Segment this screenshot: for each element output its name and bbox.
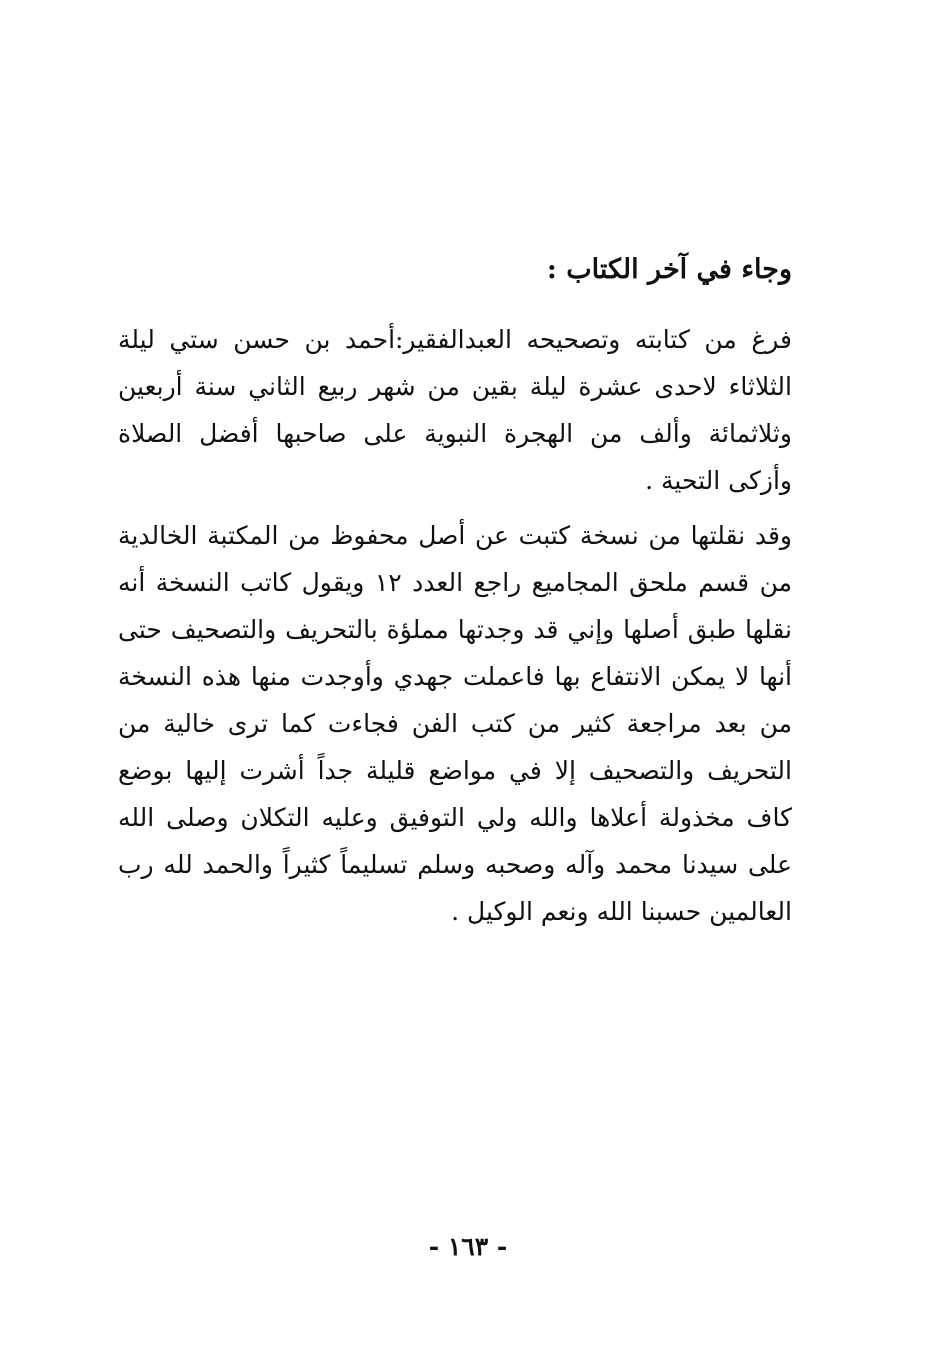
colophon-paragraph: فرغ من كتابته وتصحيحه العبدالفقير:أحمد بن حسن ستي ليلة الثلاثاء لاحدى عشرة ليلة بقين من شهر ربيع الثاني سنة أربعين وثلاثمائة وألف من الهجرة النبوية على صاحبها أفضل الصلاة وأزكى التحية . — [118, 325, 792, 495]
section-heading: وجاء في آخر الكتاب : — [546, 254, 792, 285]
transcription-note-paragraph: وقد نقلتها من نسخة كتبت عن أصل محفوظ من المكتبة الخالدية من قسم ملحق المجاميع راجع العدد ١٢ ويقول كاتب النسخة أنه نقلها طبق أصلها وإني قد وجدتها مملؤة بالتحريف والتصحيف حتى أنها لا يمكن الانتفاع بها فاعملت جهدي وأوجدت منها هذه النسخة من بعد مراجعة كثير من كتب الفن فجاءت كما ترى خالية من التحريف والتصحيف إلا في مواضع قليلة جداً أشرت إليها بوضع كاف مخذولة أعلاها والله ولي التوفيق وعليه التكلان وصلى الله على سيدنا محمد وآله وصحبه وسلم تسليماً كثيراً والحمد لله رب العالمين حسبنا الله ونعم الوكيل . — [118, 521, 792, 926]
page-number: - ١٦٣ - — [428, 1232, 508, 1261]
